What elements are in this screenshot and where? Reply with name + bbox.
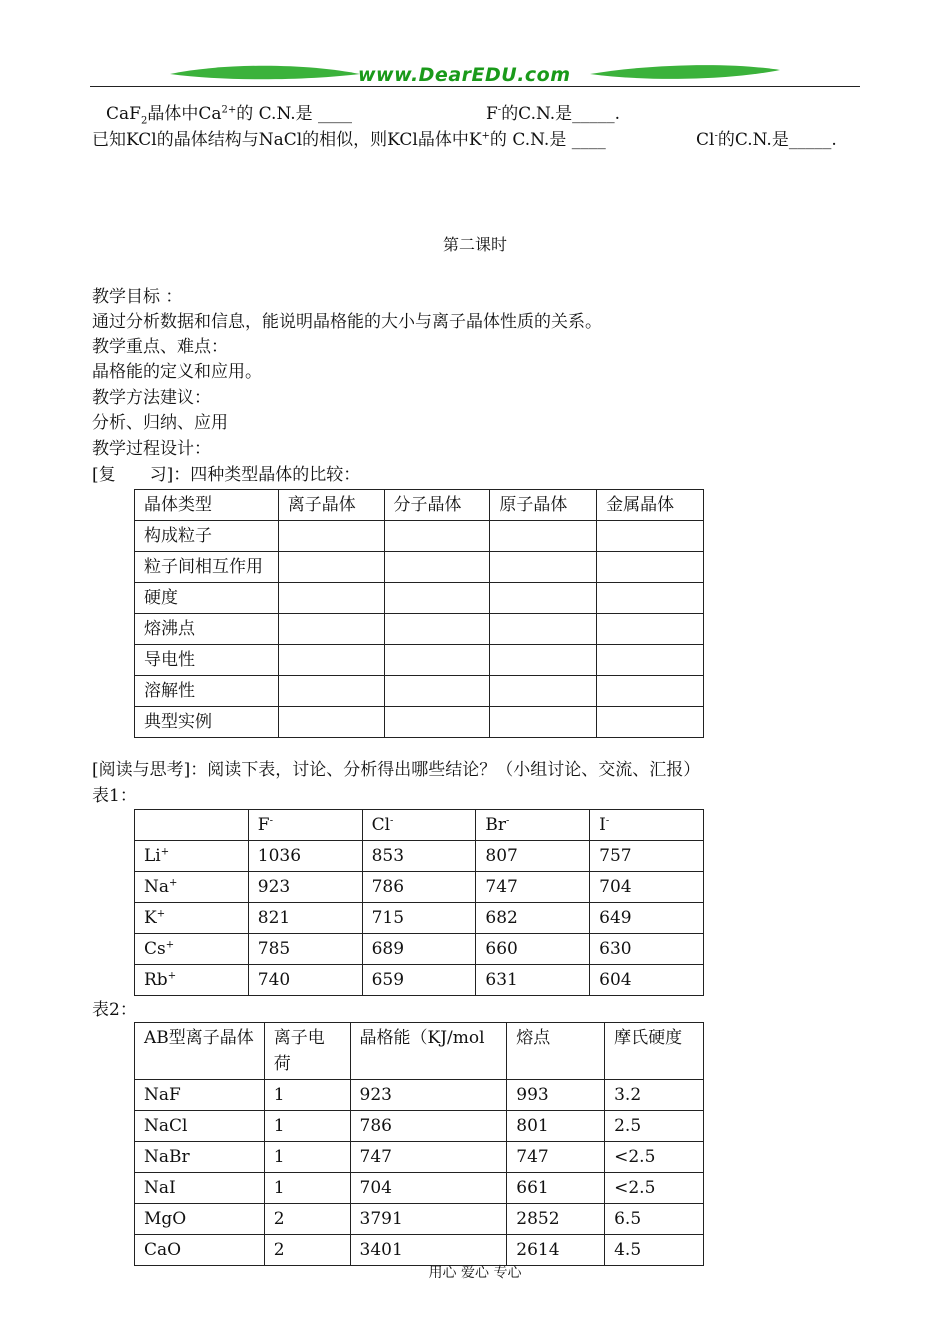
- header-cell: [135, 810, 249, 841]
- table-row: [135, 1235, 704, 1266]
- table-header-row: [135, 1023, 704, 1080]
- value-cell: 993: [507, 1080, 605, 1111]
- body-line-objective: 通过分析数据和信息，能说明晶格能的大小与离子晶体性质的关系。: [92, 312, 602, 332]
- value-cell: 689: [362, 934, 476, 965]
- value-cell: 747: [350, 1142, 507, 1173]
- intro-line-1-right: F-的C.N.是_____.: [486, 104, 621, 124]
- value-cell: 821: [248, 903, 362, 934]
- value-cell: <2.5: [605, 1142, 704, 1173]
- table-row: [135, 965, 704, 996]
- compound-cell: NaCl: [135, 1111, 265, 1142]
- body-line-objective-label: 教学目标 ：: [92, 287, 183, 307]
- cation-cell: Li+: [135, 841, 249, 872]
- cation-cell: Rb+: [135, 965, 249, 996]
- header-cell: 原子晶体: [490, 490, 597, 521]
- table-row: [135, 1142, 704, 1173]
- header-cell: 摩氏硬度: [605, 1023, 704, 1080]
- value-cell: 2: [264, 1204, 350, 1235]
- header-cell: Cl-: [362, 810, 476, 841]
- header-cell: 离子电荷: [264, 1023, 350, 1080]
- header-cell: Br-: [476, 810, 590, 841]
- value-cell: 715: [362, 903, 476, 934]
- value-cell: 747: [507, 1142, 605, 1173]
- logo-text: www.DearEDU.com: [358, 64, 571, 86]
- row-label: 溶解性: [135, 676, 279, 707]
- row-label: 粒子间相互作用: [135, 552, 279, 583]
- row-label: 构成粒子: [135, 521, 279, 552]
- value-cell: 740: [248, 965, 362, 996]
- value-cell: 604: [590, 965, 704, 996]
- header-cell: F-: [248, 810, 362, 841]
- value-cell: 630: [590, 934, 704, 965]
- value-cell: <2.5: [605, 1173, 704, 1204]
- body-line-method: 分析、归纳、应用: [92, 413, 228, 433]
- table-row: [135, 614, 704, 645]
- row-label: 典型实例: [135, 707, 279, 738]
- table-header-row: [135, 490, 704, 521]
- intro-line-2: 已知KCl的晶体结构与NaCl的相似，则KCl晶体中K+的 C.N.是 ____: [92, 130, 606, 150]
- value-cell: 785: [248, 934, 362, 965]
- cation-cell: Na+: [135, 872, 249, 903]
- value-cell: 6.5: [605, 1204, 704, 1235]
- body-line-method-label: 教学方法建议：: [92, 388, 211, 408]
- section-title: 第二课时: [442, 235, 507, 254]
- value-cell: 786: [350, 1111, 507, 1142]
- value-cell: 704: [350, 1173, 507, 1204]
- body-line-process-label: 教学过程设计：: [92, 439, 211, 459]
- compound-cell: CaO: [135, 1235, 265, 1266]
- table-row: [135, 934, 704, 965]
- body-line-keypoints: 晶格能的定义和应用。: [92, 362, 262, 382]
- table-row: [135, 1204, 704, 1235]
- row-label: 导电性: [135, 645, 279, 676]
- header-cell: 晶体类型: [135, 490, 279, 521]
- value-cell: 2.5: [605, 1111, 704, 1142]
- table1-caption: 表1：: [92, 786, 137, 806]
- table-row: [135, 903, 704, 934]
- value-cell: 659: [362, 965, 476, 996]
- row-label: 硬度: [135, 583, 279, 614]
- header-cell: 分子晶体: [384, 490, 490, 521]
- table-row: [135, 676, 704, 707]
- table-row: [135, 521, 704, 552]
- body-line-review: [复 习]：四种类型晶体的比较：: [92, 465, 361, 485]
- value-cell: 2614: [507, 1235, 605, 1266]
- lattice-energy-table: [134, 809, 704, 996]
- value-cell: 649: [590, 903, 704, 934]
- cation-cell: Cs+: [135, 934, 249, 965]
- value-cell: 1: [264, 1111, 350, 1142]
- intro-line-2-right: Cl-的C.N.是_____.: [696, 130, 837, 150]
- value-cell: 801: [507, 1111, 605, 1142]
- value-cell: 807: [476, 841, 590, 872]
- value-cell: 704: [590, 872, 704, 903]
- header-cell: I-: [590, 810, 704, 841]
- value-cell: 3.2: [605, 1080, 704, 1111]
- value-cell: 631: [476, 965, 590, 996]
- table-row: [135, 1173, 704, 1204]
- value-cell: 2: [264, 1235, 350, 1266]
- value-cell: 1: [264, 1080, 350, 1111]
- page-footer: 用心 爱心 专心: [428, 1265, 522, 1281]
- table-row: [135, 1111, 704, 1142]
- value-cell: 3401: [350, 1235, 507, 1266]
- crystal-comparison-table: [134, 489, 704, 738]
- value-cell: 786: [362, 872, 476, 903]
- table2-caption: 表2：: [92, 1000, 137, 1020]
- table-row: [135, 645, 704, 676]
- header-cell: AB型离子晶体: [135, 1023, 265, 1080]
- value-cell: 660: [476, 934, 590, 965]
- header-cell: 晶格能（KJ/mol: [350, 1023, 507, 1080]
- compound-cell: NaBr: [135, 1142, 265, 1173]
- value-cell: 3791: [350, 1204, 507, 1235]
- value-cell: 682: [476, 903, 590, 934]
- header-cell: 熔点: [507, 1023, 605, 1080]
- value-cell: 1: [264, 1173, 350, 1204]
- row-label: 熔沸点: [135, 614, 279, 645]
- reading-prompt: [阅读与思考]：阅读下表，讨论、分析得出哪些结论？（小组讨论、交流、汇报）: [92, 760, 701, 780]
- ionic-crystal-properties-table: [134, 1022, 704, 1266]
- value-cell: 2852: [507, 1204, 605, 1235]
- header-cell: 离子晶体: [278, 490, 384, 521]
- value-cell: 661: [507, 1173, 605, 1204]
- value-cell: 4.5: [605, 1235, 704, 1266]
- value-cell: 1036: [248, 841, 362, 872]
- header-cell: 金属晶体: [597, 490, 704, 521]
- compound-cell: MgO: [135, 1204, 265, 1235]
- value-cell: 923: [350, 1080, 507, 1111]
- body-line-keypoints-label: 教学重点、难点：: [92, 337, 228, 357]
- table-row: [135, 841, 704, 872]
- table-row: [135, 707, 704, 738]
- header-rule: [90, 86, 860, 87]
- compound-cell: NaF: [135, 1080, 265, 1111]
- value-cell: 923: [248, 872, 362, 903]
- value-cell: 757: [590, 841, 704, 872]
- cation-cell: K+: [135, 903, 249, 934]
- compound-cell: NaI: [135, 1173, 265, 1204]
- value-cell: 1: [264, 1142, 350, 1173]
- value-cell: 747: [476, 872, 590, 903]
- table-row: [135, 1080, 704, 1111]
- table-header-row: [135, 810, 704, 841]
- table-row: [135, 583, 704, 614]
- value-cell: 853: [362, 841, 476, 872]
- table-row: [135, 552, 704, 583]
- table-row: [135, 872, 704, 903]
- intro-line-1: CaF$_2$晶体中$Ca^{2+}$的 C.N.是 ____: [106, 104, 353, 127]
